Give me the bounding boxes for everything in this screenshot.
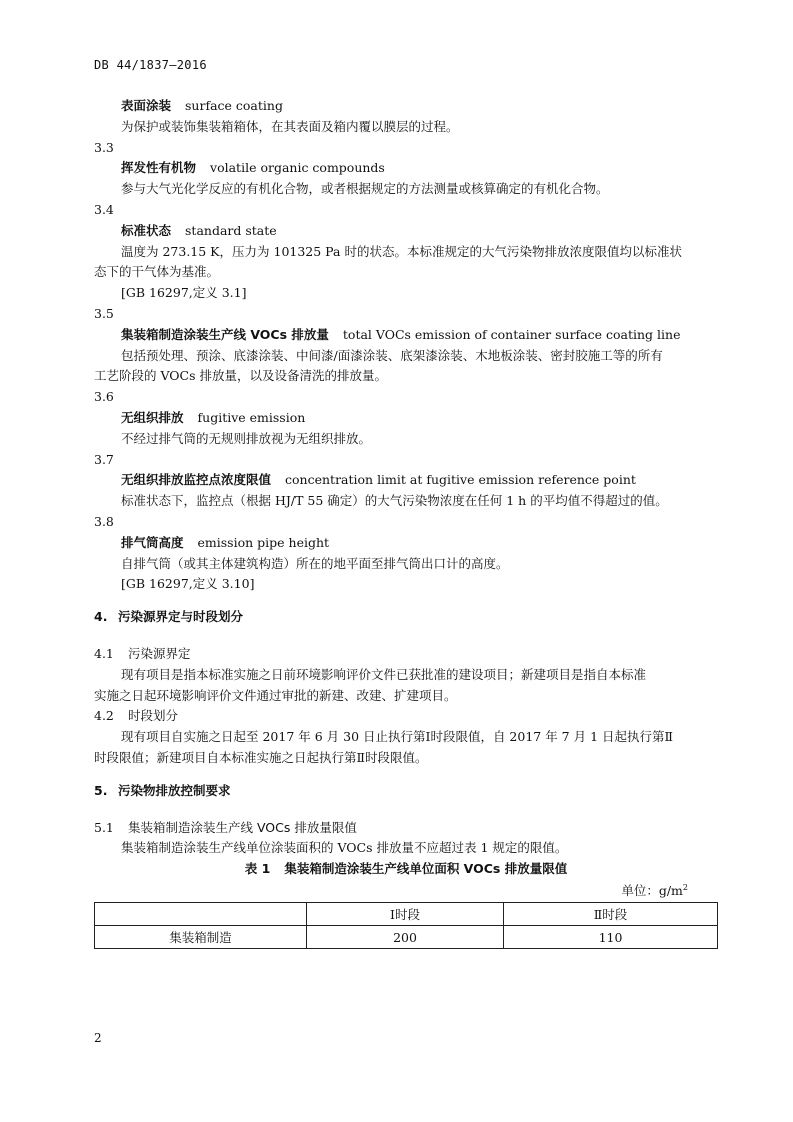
term-en: volatile organic compounds — [210, 160, 385, 176]
term-heading — [94, 325, 718, 346]
term-definition-cont: 态下的干气体为基准。 — [94, 264, 220, 280]
term-zh: 无组织排放 — [121, 409, 184, 425]
unit-label: 单位：g/m — [621, 883, 683, 899]
table-header-cell: Ⅰ时段 — [307, 903, 504, 926]
term-number: 3.8 — [94, 513, 114, 529]
term-definition: 温度为 273.15 K，压力为 101325 Pa 时的状态。本标准规定的大气污染物排放浓度限值均以标准状 — [121, 243, 682, 259]
term-definition: 不经过排气筒的无规则排放视为无组织排放。 — [121, 430, 372, 446]
term-heading — [94, 158, 718, 179]
term-number: 3.4 — [94, 201, 114, 217]
page-content — [94, 96, 718, 949]
term-number: 3.7 — [94, 451, 114, 467]
term-zh: 表面涂装 — [121, 98, 172, 113]
term-zh: 无组织排放监控点浓度限值 — [121, 472, 272, 488]
vocs-limit-table — [94, 902, 718, 949]
term-heading — [94, 221, 718, 242]
table-number: 表 1 — [244, 861, 271, 877]
chapter-number: 5. — [94, 782, 108, 798]
table-row — [95, 926, 718, 949]
term-zh: 挥发性有机物 — [121, 160, 197, 176]
term-number: 3.5 — [94, 305, 114, 321]
term-en: fugitive emission — [197, 409, 306, 425]
table-cell: 200 — [307, 926, 504, 949]
paragraph-line: 现有项目是指本标准实施之日前环境影响评价文件已获批准的建设项目；新建项目是指自本标准 — [121, 666, 647, 682]
term-en: emission pipe height — [197, 534, 330, 550]
chapter-5-heading — [94, 781, 718, 802]
table-header-row — [95, 903, 718, 926]
term-heading — [94, 533, 718, 554]
term-heading — [94, 408, 718, 429]
section-number: 4.1 — [94, 645, 114, 661]
term-definition-cont: 工艺阶段的 VOCs 排放量，以及设备清洗的排放量。 — [94, 368, 387, 384]
section-title: 集装箱制造涂装生产线 VOCs 排放量限值 — [128, 819, 357, 835]
section-number: 5.1 — [94, 819, 114, 835]
term-en: surface coating — [185, 98, 283, 113]
term-definition: 标准状态下，监控点（根据 HJ/T 55 确定）的大气污染物浓度在任何 1 h 的平均值不得超过的值。 — [121, 493, 668, 509]
chapter-title: 污染源界定与时段划分 — [118, 609, 244, 625]
term-heading-surface-coating — [94, 96, 718, 117]
section-title: 时段划分 — [128, 708, 179, 724]
term-definition: 自排气筒（或其主体建筑构造）所在的地平面至排气筒出口计的高度。 — [121, 555, 509, 571]
table-unit — [94, 879, 718, 900]
table-header-cell: Ⅱ时段 — [504, 903, 718, 926]
term-en: standard state — [185, 222, 277, 238]
paragraph-line: 实施之日起环境影响评价文件通过审批的新建、改建、扩建项目。 — [94, 687, 457, 703]
term-reference: [GB 16297,定义 3.10] — [121, 576, 255, 592]
table-header-cell — [95, 903, 307, 926]
term-zh: 标准状态 — [121, 222, 172, 238]
chapter-title: 污染物排放控制要求 — [118, 782, 231, 798]
table-cell: 110 — [504, 926, 718, 949]
section-number: 4.2 — [94, 708, 114, 724]
paragraph-line: 集装箱制造涂装生产线单位涂装面积的 VOCs 排放量不应超过表 1 规定的限值。 — [121, 840, 568, 856]
paragraph-line: 时段限值；新建项目自本标准实施之日起执行第Ⅱ时段限值。 — [94, 749, 428, 765]
section-4-1-heading — [94, 644, 718, 665]
term-definition: 包括预处理、预涂、底漆涂装、中间漆/面漆涂装、底架漆涂装、木地板涂装、密封胶施工等的所有 — [121, 347, 663, 363]
chapter-number: 4. — [94, 609, 108, 625]
term-number: 3.6 — [94, 389, 114, 405]
term-zh: 排气筒高度 — [121, 534, 184, 550]
table-title: 集装箱制造涂装生产线单位面积 VOCs 排放量限值 — [284, 861, 568, 877]
table-caption — [94, 859, 718, 879]
page-number: 2 — [94, 1031, 102, 1045]
term-definition: 为保护或装饰集装箱箱体，在其表面及箱内覆以膜层的过程。 — [121, 118, 459, 134]
term-definition: 参与大气光化学反应的有机化合物，或者根据规定的方法测量或核算确定的有机化合物。 — [121, 181, 609, 197]
document-code-header: DB 44/1837—2016 — [94, 58, 207, 72]
term-en: concentration limit at fugitive emission reference point — [285, 472, 636, 488]
term-heading — [94, 470, 718, 491]
term-zh: 集装箱制造涂装生产线 VOCs 排放量 — [121, 326, 329, 342]
term-number: 3.3 — [94, 139, 114, 155]
term-en: total VOCs emission of container surface coating line — [342, 326, 681, 342]
chapter-4-heading — [94, 607, 718, 628]
table-cell: 集装箱制造 — [95, 926, 307, 949]
section-4-2-heading — [94, 706, 718, 727]
unit-superscript: 2 — [682, 883, 688, 893]
section-5-1-heading — [94, 818, 718, 839]
term-reference: [GB 16297,定义 3.1] — [121, 285, 247, 301]
section-title: 污染源界定 — [128, 645, 191, 661]
paragraph-line: 现有项目自实施之日起至 2017 年 6 月 30 日止执行第Ⅰ时段限值，自 2017 年 7 月 1 日起执行第Ⅱ — [121, 729, 674, 745]
